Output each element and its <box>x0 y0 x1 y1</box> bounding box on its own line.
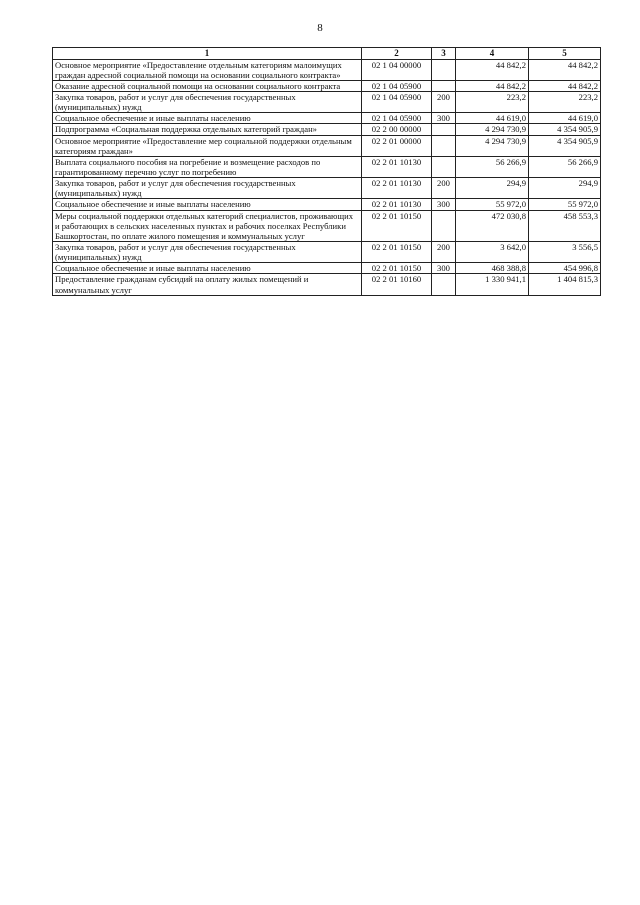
row-code: 02 2 01 10130 <box>362 199 432 210</box>
row-expense-type <box>432 59 456 80</box>
row-amount-year2: 4 354 905,9 <box>529 124 601 135</box>
table-row <box>53 113 601 124</box>
row-amount-year2: 44 619,0 <box>529 113 601 124</box>
row-expense-type <box>432 135 456 156</box>
row-amount-year1: 294,9 <box>456 178 529 199</box>
row-code: 02 2 01 10150 <box>362 263 432 274</box>
row-code: 02 1 04 05900 <box>362 113 432 124</box>
row-name: Основное мероприятие «Предоставление мер социальной поддержки отдельным категориям граждан» <box>53 135 362 156</box>
row-amount-year1: 472 030,8 <box>456 210 529 241</box>
row-amount-year1: 223,2 <box>456 92 529 113</box>
row-expense-type: 300 <box>432 113 456 124</box>
row-expense-type: 300 <box>432 199 456 210</box>
table-row <box>53 124 601 135</box>
row-expense-type <box>432 274 456 295</box>
table-body <box>53 59 601 295</box>
row-name: Основное мероприятие «Предоставление отдельным категориям малоимущих граждан адресной социальной помощи на основании социального контракта» <box>53 59 362 80</box>
row-code: 02 2 01 10130 <box>362 156 432 177</box>
row-amount-year2: 1 404 815,3 <box>529 274 601 295</box>
row-name: Социальное обеспечение и иные выплаты населению <box>53 199 362 210</box>
row-amount-year1: 55 972,0 <box>456 199 529 210</box>
row-amount-year2: 56 266,9 <box>529 156 601 177</box>
row-name: Социальное обеспечение и иные выплаты населению <box>53 263 362 274</box>
row-name: Социальное обеспечение и иные выплаты населению <box>53 113 362 124</box>
table-row <box>53 210 601 241</box>
row-amount-year2: 454 996,8 <box>529 263 601 274</box>
row-name: Предоставление гражданам субсидий на оплату жилых помещений и коммунальных услуг <box>53 274 362 295</box>
row-code: 02 1 04 05900 <box>362 80 432 91</box>
row-expense-type: 200 <box>432 92 456 113</box>
row-expense-type: 300 <box>432 263 456 274</box>
row-name: Закупка товаров, работ и услуг для обеспечения государственных (муниципальных) нужд <box>53 178 362 199</box>
row-amount-year2: 223,2 <box>529 92 601 113</box>
row-name: Меры социальной поддержки отдельных категорий специалистов, проживающих и работающих в сельских населенных пунктах и рабочих поселках Республики Башкортостан, по оплате жилого помещения и коммунальных услуг <box>53 210 362 241</box>
row-code: 02 2 01 10130 <box>362 178 432 199</box>
header-col-5: 5 <box>529 48 601 60</box>
page-number: 8 <box>317 22 323 34</box>
table-row <box>53 263 601 274</box>
header-col-3: 3 <box>432 48 456 60</box>
header-col-1: 1 <box>53 48 362 60</box>
header-col-4: 4 <box>456 48 529 60</box>
table-row <box>53 135 601 156</box>
row-expense-type <box>432 210 456 241</box>
row-amount-year2: 55 972,0 <box>529 199 601 210</box>
row-code: 02 1 04 05900 <box>362 92 432 113</box>
row-amount-year2: 4 354 905,9 <box>529 135 601 156</box>
row-code: 02 2 01 10150 <box>362 242 432 263</box>
row-amount-year2: 44 842,2 <box>529 80 601 91</box>
row-amount-year1: 4 294 730,9 <box>456 124 529 135</box>
row-name: Подпрограмма «Социальная поддержка отдельных категорий граждан» <box>53 124 362 135</box>
table-header-row <box>53 48 601 60</box>
row-amount-year1: 44 842,2 <box>456 59 529 80</box>
row-amount-year1: 56 266,9 <box>456 156 529 177</box>
row-name: Оказание адресной социальной помощи на основании социального контракта <box>53 80 362 91</box>
row-expense-type <box>432 156 456 177</box>
row-code: 02 2 00 00000 <box>362 124 432 135</box>
row-amount-year2: 458 553,3 <box>529 210 601 241</box>
row-amount-year1: 4 294 730,9 <box>456 135 529 156</box>
table-row <box>53 80 601 91</box>
row-amount-year1: 1 330 941,1 <box>456 274 529 295</box>
row-name: Закупка товаров, работ и услуг для обеспечения государственных (муниципальных) нужд <box>53 242 362 263</box>
header-col-2: 2 <box>362 48 432 60</box>
row-expense-type: 200 <box>432 178 456 199</box>
row-code: 02 1 04 00000 <box>362 59 432 80</box>
row-expense-type <box>432 124 456 135</box>
row-amount-year2: 3 556,5 <box>529 242 601 263</box>
row-expense-type <box>432 80 456 91</box>
budget-table <box>52 47 601 296</box>
row-amount-year1: 44 619,0 <box>456 113 529 124</box>
row-amount-year2: 294,9 <box>529 178 601 199</box>
row-amount-year1: 44 842,2 <box>456 80 529 91</box>
table-row <box>53 178 601 199</box>
row-code: 02 2 01 10150 <box>362 210 432 241</box>
table-row <box>53 242 601 263</box>
row-amount-year1: 468 388,8 <box>456 263 529 274</box>
row-code: 02 2 01 10160 <box>362 274 432 295</box>
row-name: Закупка товаров, работ и услуг для обеспечения государственных (муниципальных) нужд <box>53 92 362 113</box>
row-name: Выплата социального пособия на погребение и возмещение расходов по гарантированному перечню услуг по погребению <box>53 156 362 177</box>
table-row <box>53 274 601 295</box>
table-row <box>53 92 601 113</box>
row-amount-year2: 44 842,2 <box>529 59 601 80</box>
row-amount-year1: 3 642,0 <box>456 242 529 263</box>
row-expense-type: 200 <box>432 242 456 263</box>
row-code: 02 2 01 00000 <box>362 135 432 156</box>
table-row <box>53 59 601 80</box>
table-row <box>53 199 601 210</box>
table-row <box>53 156 601 177</box>
